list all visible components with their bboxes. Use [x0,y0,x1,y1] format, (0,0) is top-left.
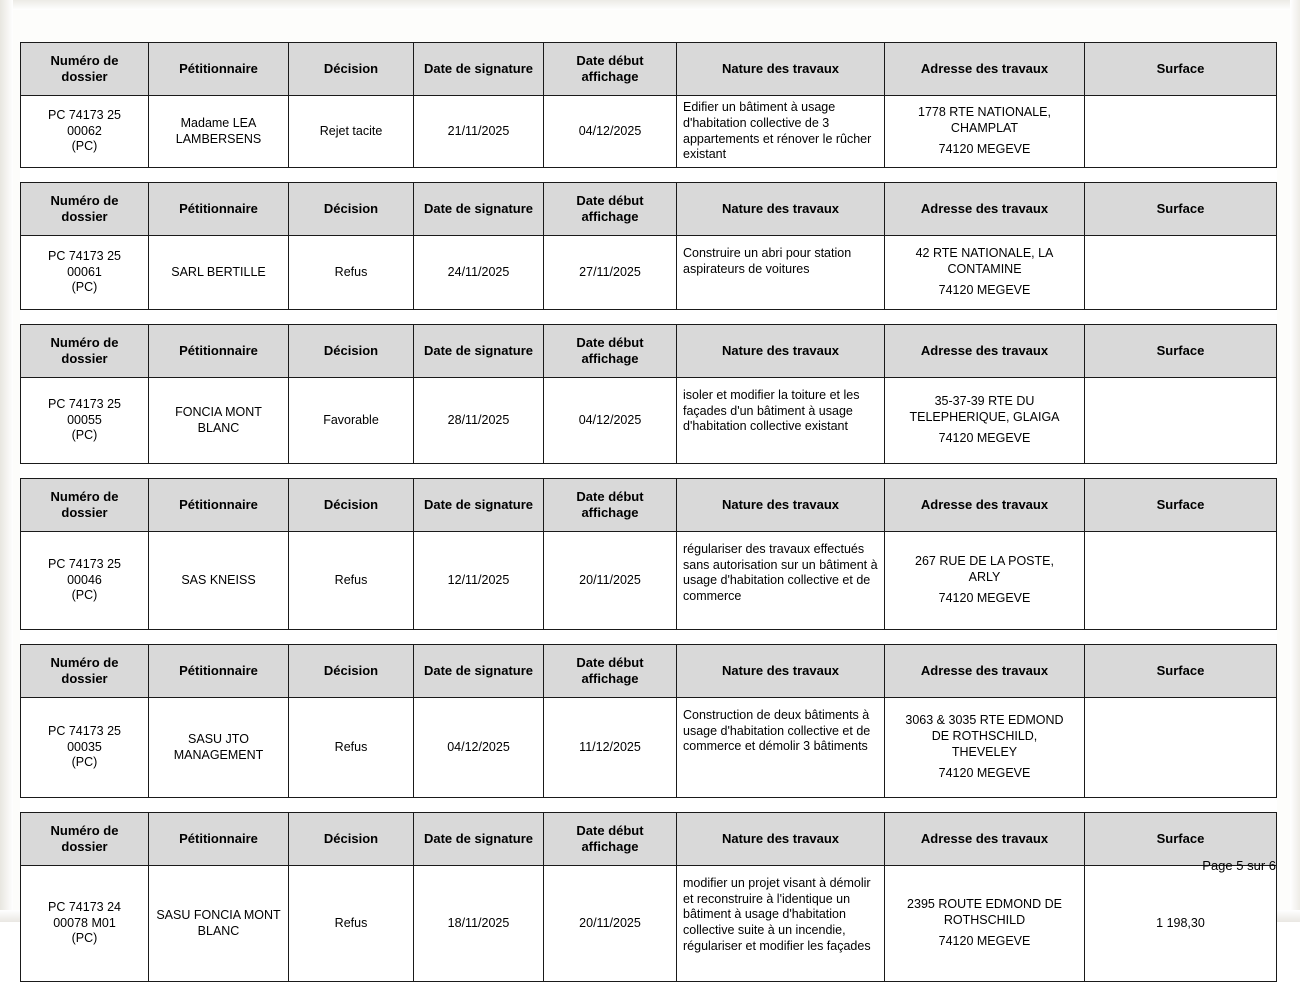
cell-date-affichage: 04/12/2025 [544,378,677,464]
column-header-date-affichage: Date début affichage [544,479,677,532]
cell-adresse [885,236,1085,310]
table-header-row [21,183,1277,236]
dossier-line-2: 00078 M01 [53,915,116,930]
row-spacer [21,310,1277,325]
column-header-decision: Décision [289,183,414,236]
column-header-nature: Nature des travaux [677,183,885,236]
cell-petitionnaire: SAS KNEISS [149,532,289,630]
cell-dossier [21,866,149,982]
column-header-dossier: Numéro de dossier [21,325,149,378]
dossier-line-3: (PC) [71,588,98,603]
cell-decision: Refus [289,866,414,982]
column-header-dossier: Numéro de dossier [21,43,149,96]
column-header-surface: Surface [1085,645,1277,698]
column-header-adresse: Adresse des travaux [885,645,1085,698]
permits-table-wrapper [20,42,1276,982]
adresse-line-2: CHAMPLAT [950,120,1019,135]
cell-adresse [885,866,1085,982]
cell-date-affichage: 20/11/2025 [544,532,677,630]
cell-date-signature: 24/11/2025 [414,236,544,310]
column-header-petitionnaire: Pétitionnaire [149,479,289,532]
dossier-line-2: 00055 [67,412,102,427]
row-spacer [21,168,1277,183]
column-header-date-signature: Date de signature [414,183,544,236]
table-row [21,866,1277,982]
column-header-nature: Nature des travaux [677,325,885,378]
dossier-line-2: 00046 [67,572,102,587]
cell-decision: Favorable [289,378,414,464]
dossier-line-2: 00062 [67,123,102,138]
cell-nature: modifier un projet visant à démolir et reconstruire à l'identique un bâtiment à usage d'habitation collective suite à un incendie, régulariser et modifier les façades [677,866,885,982]
column-header-date-signature: Date de signature [414,813,544,866]
dossier-line-1: PC 74173 25 [48,557,121,572]
adresse-line-2: TELEPHERIQUE, GLAIGA [909,409,1060,424]
adresse-line-3: THEVELEY [951,744,1018,759]
cell-date-affichage: 04/12/2025 [544,96,677,168]
cell-dossier [21,96,149,168]
column-header-decision: Décision [289,645,414,698]
column-header-date-affichage: Date début affichage [544,43,677,96]
column-header-petitionnaire: Pétitionnaire [149,645,289,698]
row-spacer [21,798,1277,813]
cell-nature: Edifier un bâtiment à usage d'habitation collective de 3 appartements et rénover le rûcher existant [677,96,885,168]
table-row [21,532,1277,630]
adresse-line-2: DE ROTHSCHILD, [931,728,1038,743]
column-header-adresse: Adresse des travaux [885,183,1085,236]
cell-surface: 1 198,30 [1085,866,1277,982]
cell-adresse [885,96,1085,168]
column-header-decision: Décision [289,43,414,96]
cell-date-signature: 28/11/2025 [414,378,544,464]
cell-surface [1085,236,1277,310]
cell-petitionnaire: FONCIA MONT BLANC [149,378,289,464]
cell-date-affichage: 27/11/2025 [544,236,677,310]
cell-nature: Construire un abri pour station aspirateurs de voitures [677,236,885,310]
column-header-date-affichage: Date début affichage [544,325,677,378]
column-header-nature: Nature des travaux [677,43,885,96]
column-header-nature: Nature des travaux [677,479,885,532]
adresse-line-3: 74120 MEGEVE [938,934,1031,949]
dossier-line-2: 00035 [67,739,102,754]
adresse-line-1: 42 RTE NATIONALE, LA [915,246,1054,261]
cell-date-signature: 12/11/2025 [414,532,544,630]
column-header-date-affichage: Date début affichage [544,645,677,698]
column-header-adresse: Adresse des travaux [885,325,1085,378]
column-header-decision: Décision [289,813,414,866]
cell-surface [1085,96,1277,168]
page-footer: Page 5 sur 6 [1202,858,1276,873]
page-edge-right [1290,0,1300,922]
cell-adresse [885,378,1085,464]
cell-surface [1085,698,1277,798]
adresse-line-1: 2395 ROUTE EDMOND DE [907,897,1062,912]
cell-petitionnaire: Madame LEA LAMBERSENS [149,96,289,168]
cell-dossier [21,698,149,798]
table-row [21,698,1277,798]
column-header-decision: Décision [289,479,414,532]
column-header-dossier: Numéro de dossier [21,183,149,236]
cell-decision: Rejet tacite [289,96,414,168]
cell-date-affichage: 11/12/2025 [544,698,677,798]
column-header-decision: Décision [289,325,414,378]
dossier-line-1: PC 74173 25 [48,724,121,739]
column-header-nature: Nature des travaux [677,645,885,698]
table-header-row [21,43,1277,96]
column-header-dossier: Numéro de dossier [21,813,149,866]
cell-petitionnaire: SASU FONCIA MONT BLANC [149,866,289,982]
column-header-adresse: Adresse des travaux [885,479,1085,532]
column-header-adresse: Adresse des travaux [885,43,1085,96]
adresse-line-2: CONTAMINE [947,261,1022,276]
cell-date-affichage: 20/11/2025 [544,866,677,982]
table-header-row [21,813,1277,866]
cell-surface [1085,378,1277,464]
column-header-surface: Surface [1085,325,1277,378]
dossier-line-3: (PC) [71,280,98,295]
dossier-line-3: (PC) [71,931,98,946]
cell-date-signature: 18/11/2025 [414,866,544,982]
column-header-surface: Surface [1085,813,1277,866]
dossier-line-1: PC 74173 25 [48,397,121,412]
adresse-line-1: 35-37-39 RTE DU [934,394,1035,409]
cell-petitionnaire: SARL BERTILLE [149,236,289,310]
column-header-date-signature: Date de signature [414,43,544,96]
column-header-petitionnaire: Pétitionnaire [149,43,289,96]
cell-nature: isoler et modifier la toiture et les façades d'un bâtiment à usage d'habitation collective existant [677,378,885,464]
adresse-line-4: 74120 MEGEVE [938,766,1031,781]
column-header-dossier: Numéro de dossier [21,645,149,698]
adresse-line-3: 74120 MEGEVE [938,283,1031,298]
cell-petitionnaire: SASU JTO MANAGEMENT [149,698,289,798]
adresse-line-2: ARLY [968,569,1001,584]
cell-decision: Refus [289,236,414,310]
dossier-line-2: 00061 [67,264,102,279]
cell-adresse [885,532,1085,630]
cell-surface [1085,532,1277,630]
adresse-line-1: 3063 & 3035 RTE EDMOND [905,713,1064,728]
column-header-date-affichage: Date début affichage [544,813,677,866]
cell-dossier [21,236,149,310]
column-header-surface: Surface [1085,183,1277,236]
cell-dossier [21,378,149,464]
cell-adresse [885,698,1085,798]
dossier-line-3: (PC) [71,139,98,154]
column-header-petitionnaire: Pétitionnaire [149,325,289,378]
column-header-date-signature: Date de signature [414,325,544,378]
column-header-date-affichage: Date début affichage [544,183,677,236]
row-spacer [21,630,1277,645]
adresse-line-2: ROTHSCHILD [943,912,1026,927]
cell-decision: Refus [289,698,414,798]
column-header-date-signature: Date de signature [414,479,544,532]
table-header-row [21,479,1277,532]
table-header-row [21,645,1277,698]
cell-dossier [21,532,149,630]
column-header-surface: Surface [1085,479,1277,532]
row-spacer [21,464,1277,479]
dossier-line-1: PC 74173 25 [48,249,121,264]
column-header-adresse: Adresse des travaux [885,813,1085,866]
column-header-petitionnaire: Pétitionnaire [149,183,289,236]
cell-decision: Refus [289,532,414,630]
dossier-line-1: PC 74173 24 [48,900,121,915]
cell-date-signature: 04/12/2025 [414,698,544,798]
dossier-line-3: (PC) [71,428,98,443]
adresse-line-1: 267 RUE DE LA POSTE, [915,554,1054,569]
column-header-surface: Surface [1085,43,1277,96]
table-row [21,378,1277,464]
adresse-line-3: 74120 MEGEVE [938,431,1031,446]
table-header-row [21,325,1277,378]
table-row [21,96,1277,168]
adresse-line-1: 1778 RTE NATIONALE, [918,105,1051,120]
table-row [21,236,1277,310]
cell-nature: régulariser des travaux effectués sans autorisation sur un bâtiment à usage d'habitation collective et de commerce [677,532,885,630]
cell-nature: Construction de deux bâtiments à usage d'habitation collective et de commerce et démolir 3 bâtiments [677,698,885,798]
page-edge-top [0,0,1300,10]
cell-date-signature: 21/11/2025 [414,96,544,168]
permits-table [20,42,1277,982]
adresse-line-3: 74120 MEGEVE [938,142,1031,157]
column-header-date-signature: Date de signature [414,645,544,698]
column-header-dossier: Numéro de dossier [21,479,149,532]
column-header-nature: Nature des travaux [677,813,885,866]
column-header-petitionnaire: Pétitionnaire [149,813,289,866]
dossier-line-3: (PC) [71,755,98,770]
page-edge-left [0,0,13,922]
adresse-line-3: 74120 MEGEVE [938,591,1031,606]
dossier-line-1: PC 74173 25 [48,108,121,123]
